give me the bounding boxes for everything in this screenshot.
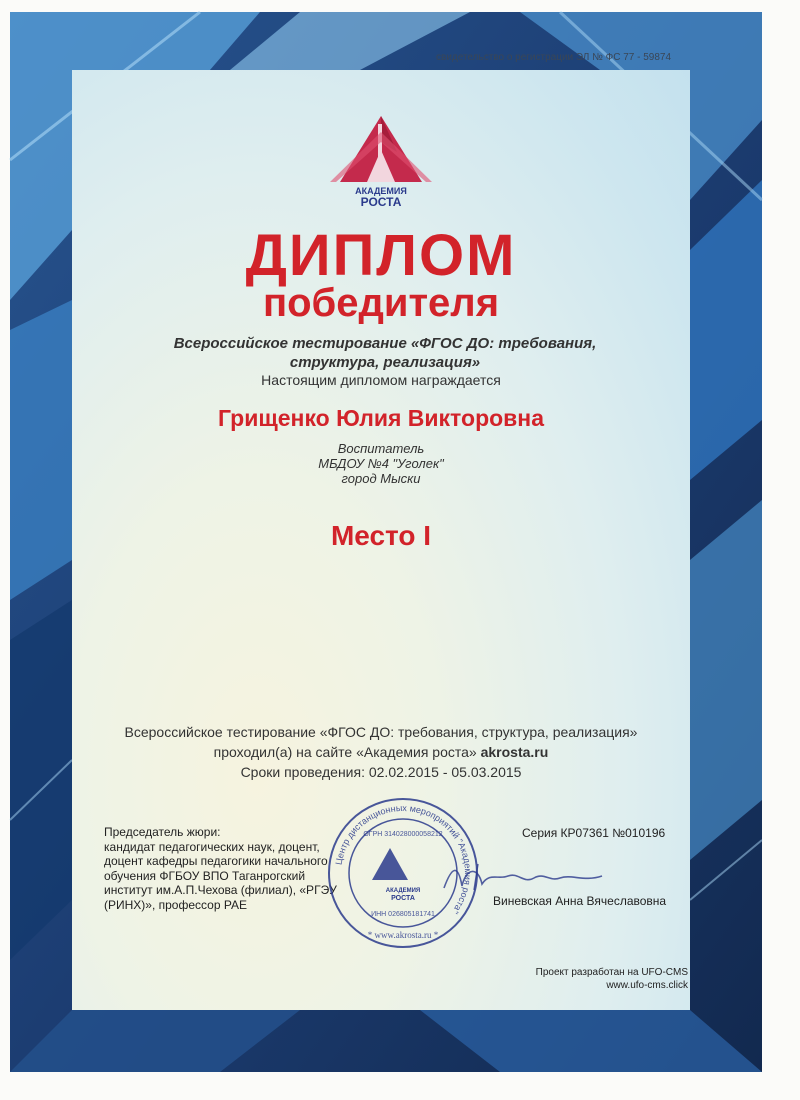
logo-line2: РОСТА bbox=[360, 195, 402, 207]
contest-name: Всероссийское тестирование «ФГОС ДО: требования, структура, реализация» bbox=[173, 335, 597, 371]
info-line1: Всероссийское тестирование «ФГОС ДО: требования, структура, реализация» bbox=[124, 724, 638, 740]
stamp-logo-line2: РОСТА bbox=[391, 895, 415, 902]
stamp-logo-line1: АКАДЕМИЯ bbox=[385, 888, 421, 894]
info-site-prefix: проходил(а) на сайте «Академия роста» bbox=[213, 744, 477, 760]
recipient-organization: МБДОУ №4 "Уголек" bbox=[318, 456, 444, 471]
recipient-city: город Мыски bbox=[341, 471, 421, 486]
info-dates: Сроки проведения: 02.02.2015 - 05.03.2015 bbox=[240, 764, 522, 780]
place-award: Место I bbox=[330, 520, 432, 551]
series-number: Серия КР07361 №010196 bbox=[522, 826, 666, 840]
info-site-link: akrosta.ru bbox=[480, 744, 549, 760]
logo-line1: АКАДЕМИЯ bbox=[355, 186, 407, 196]
stamp-site: * www.akrosta.ru * bbox=[367, 930, 439, 940]
jury-description: кандидат педагогических наук, доцент, доцент кафедры педагогики начального обучения ФГБОУ ВПО Таганрогский институт им.А.П.Чехова (филиал), «РГЭУ (РИНХ)», профессор РАЕ bbox=[104, 839, 337, 912]
handwritten-signature bbox=[438, 858, 608, 898]
contest-info bbox=[72, 722, 690, 782]
mountain-logo-icon bbox=[322, 112, 440, 207]
diploma-title: ДИПЛОМ bbox=[245, 223, 517, 288]
recipient-details bbox=[72, 441, 690, 486]
stamp-ogrn: ОГРН 314028000058212 bbox=[363, 831, 443, 838]
footer-line1: Проект разработан на UFO-CMS bbox=[535, 967, 688, 978]
signer-name: Виневская Анна Вячеславовна bbox=[493, 894, 667, 908]
info-line2 bbox=[72, 742, 690, 762]
diploma-subtitle: победителя bbox=[262, 281, 500, 325]
jury-title: Председатель жюри: bbox=[104, 825, 221, 839]
registration-text: свидетельство о регистрации ЭЛ № ФС 77 - 59874 bbox=[436, 52, 672, 63]
recipient-position: Воспитатель bbox=[337, 441, 425, 456]
jury-block bbox=[104, 825, 344, 912]
stamp-ring-text: Центр дистанционных мероприятий "Академия роста" bbox=[333, 802, 474, 916]
stamp-inn: ИНН 026805181741 bbox=[371, 911, 435, 918]
recipient-name: Грищенко Юлия Викторовна bbox=[218, 405, 544, 431]
footer-credits bbox=[536, 966, 688, 992]
awarded-text: Настоящим дипломом награждается bbox=[261, 372, 501, 388]
footer-line2: www.ufo-cms.click bbox=[606, 980, 688, 991]
